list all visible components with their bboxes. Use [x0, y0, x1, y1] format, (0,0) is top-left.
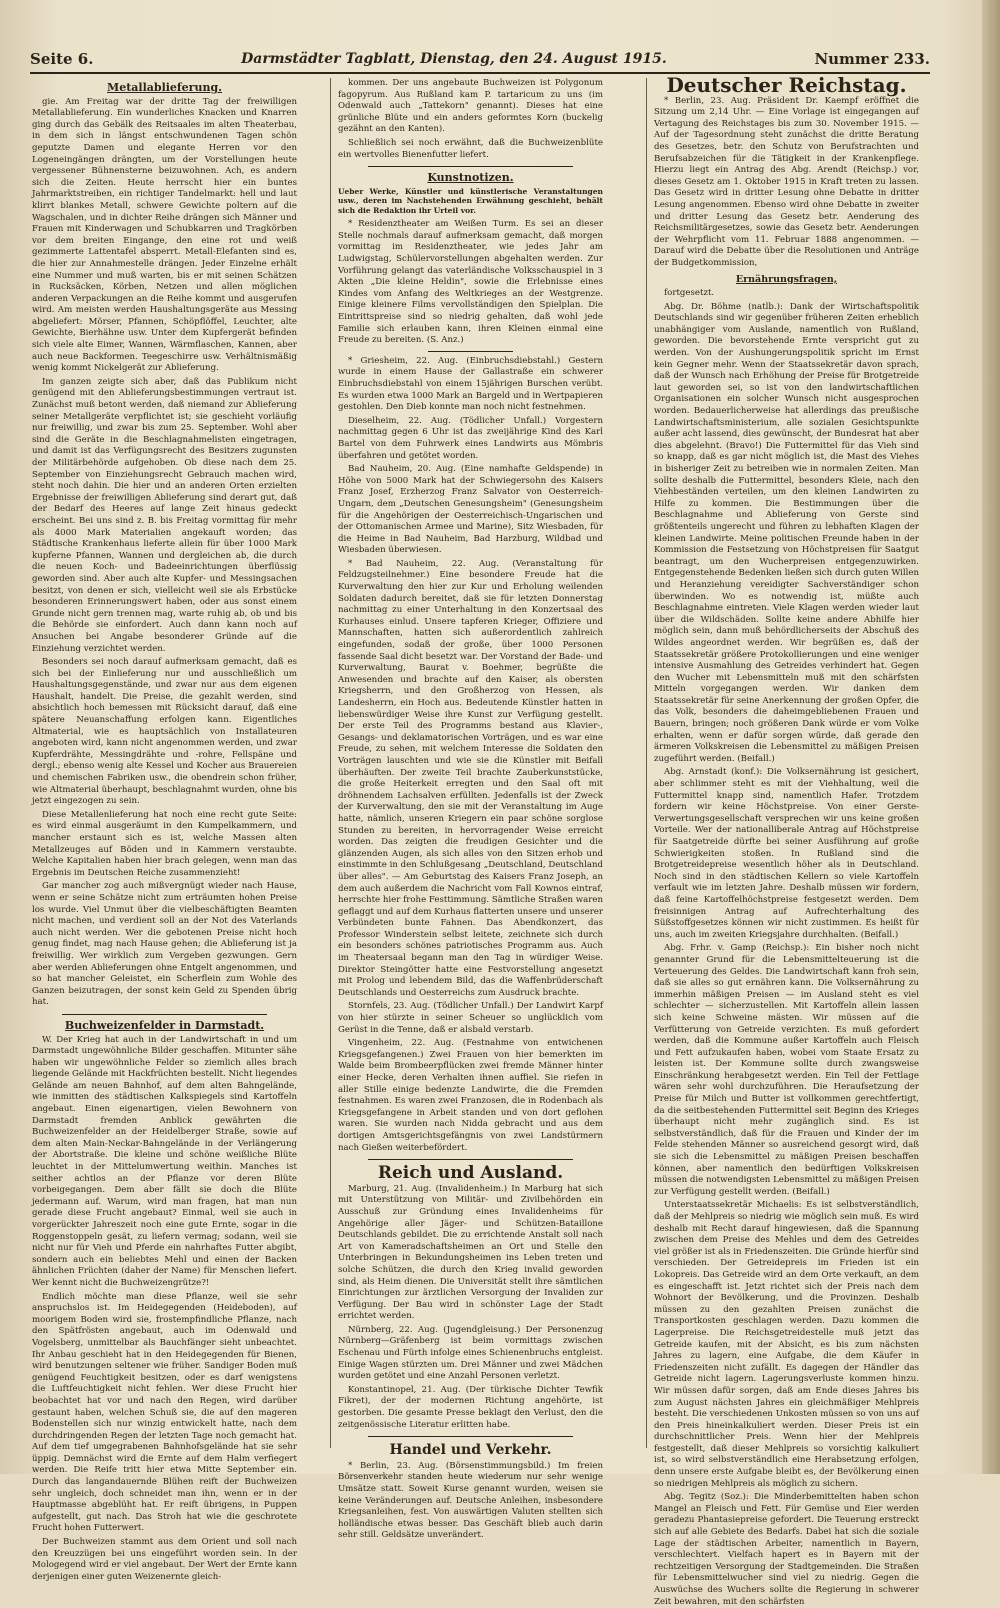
article-paragraph: Abg. Dr. Böhme (natlb.): Dank der Wirtschaftspolitik Deutschlands sind wir gegenüber früheren Zeiten erheblich unabhängiger vom Auslande, namentlich von Rußland, geworden. Die bevorstehende Ernte verspricht gut zu werden. Von der Aushungerungspolitik spricht im Ernst kein Gegner mehr. Wenn der Staatssekretär davon sprach, daß der Wunsch nach Erhöhung der Preise für Brotgetreide laut geworden sei, so ist von den landwirtschaftlichen Organisationen ein solcher Wunsch nicht ausgesprochen worden. Bedauerlicherweise hat allerdings das preußische Landwirtschaftsministerium, alle sozialen Gesichtspunkte außer acht lassend, dies gewünscht, der Bundesrat hat aber dies abgelehnt. (Bravo!) Die Futtermittel für das Vieh sind so knapp, daß es gar nicht möglich ist, die Mast des Viehes in bisheriger Zeit zu betreiben wie in normalen Zeiten. Man sollte deshalb die Futtermittel, besonders Kleie, nach den Viehbeständen verteilen, um den kleinen Landwirten zu Hilfe zu kommen. Die Bestimmungen über die Beschlagnahme und Ablieferung von Gerste sind größtenteils ungerecht und führen zu lebhaften Klagen der kleinen Landwirte. Meine politischen Freunde haben in der Kommission die Festsetzung von Höchstpreisen für Saatgut beantragt, um den Wucherpreisen entgegenzuwirken. Entgegenstehende Bedenken ließen sich durch guten Willen und Heranziehung vereidigter Sachverständiger schon überwinden. Wo es notwendig ist, müßte auch Beschlagnahme eintreten. Viele Klagen werden wieder laut über die Wildschäden. Sollte keine andere Abhilfe hier möglich sein, dann muß behördlicherseits der Abschuß des Wildes angeordnet werden. Wir begrüßen es, daß der Staatssekretär größere Protokollierungen und eine weniger intensive Ausmahlung des Getreides verhindert hat. Gegen den Wucher mit Lebensmitteln muß mit den schärfsten Mitteln vorgegangen werden. Wir danken dem Staatssekretär für seine Anerkennung der großen Opfer, die das Volk, besonders die daheimgebliebenen Frauen und Bauern, bringen; noch größeren Dank würde er vom Volke erhalten, wenn er dafür sorgen würde, daß gerade den ärmeren Volkskreisen die Lebensmittel zu mäßigen Preisen zugeführt werden. (Beifall.)	[654, 301, 919, 764]
news-item: Marburg, 21. Aug. (Invalidenheim.) In Marburg hat sich mit Unterstützung von Militär- und Zivilbehörden ein Ausschuß zur Gründung eines Invalidenheims für Angehörige aller Jäger- und Schützen-Bataillone Deutschlands gebildet. Die zu errichtende Anstalt soll nach Art von Kameradschaftsheimen an Ort und Stelle den Unterbringen in Bekundungsheimen ins Leben treten und solche Schützen, die durch den Krieg invalid geworden sind, als Heim dienen. Die Universität stellt ihre sämtlichen Einrichtungen zur ärztlichen Versorgung der Invaliden zur Verfügung. Der Bau wird in schönster Lage der Stadt errichtet werden.	[338, 1183, 603, 1322]
article-paragraph: Im ganzen zeigte sich aber, daß das Publikum nicht genügend mit den Ablieferungsbestimmungen vertraut ist. Zunächst muß betont werden, daß niemand zur Ablieferung seiner Metallgeräte verpflichtet ist; sie geschieht vorläufig nur freiwillig, und zwar bis zum 25. September. Wohl aber sind die Geräte in die Beschlagnahmelisten eingetragen, und damit ist das Verfügungsrecht des Besitzers zugunsten der Militärbehörde aufgehoben. Ob diese nach dem 25. September von Einziehungsrecht Gebrauch machen wird, steht noch dahin. Die hier und an anderen Orten erzielten Ergebnisse der freiwilligen Ablieferung sind derart gut, daß der Bedarf des Heeres auf lange Zeit hinaus gedeckt erscheint. Bei uns sind z. B. bis Freitag vormittag für mehr als 4000 Mark Materialien angekauft worden; das Städtische Krankenhaus lieferte allein für über 1000 Mark kupferne Pfannen, Wannen und dergleichen ab, die durch die neuen Koch- und Badeeinrichtungen überflüssig geworden sind. Aber auch alte Kupfer- und Messingsachen besitzt, von denen er sich, vielleicht weil sie als Erbstücke besonderen Erinnerungswert haben, oder aus sonst einem Grunde nicht gern trennen mag, warte ruhig ab, ob und bis die Behörde sie einfordert. Auch dann kann noch auf Ansuchen bei Angabe besonderer Gründe auf die Einziehung verzichtet werden.	[32, 376, 297, 654]
article-paragraph: kommen. Der uns angebaute Buchweizen ist Polygonum fagopyrum. Aus Rußland kam P. tartaricum zu uns (im Odenwald auch „Tattekorn" genannt). Dieses hat eine grünliche Blüte und ein anders geformtes Korn (buckelig gezähnt an den Kanten).	[338, 78, 603, 135]
article-paragraph: fortgesetzt.	[664, 288, 715, 299]
article-paragraph: Unterstaatssekretär Michaelis: Es ist selbstverständlich, daß der Mehlpreis so niedrig wie möglich sein muß. Es wird deshalb mit Recht darauf hingewiesen, daß die Spannung zwischen dem Preise des Mehles und dem des Getreides viel größer ist als in Friedenszeiten. Die Gründe hierfür sind verschieden. Der Getreidepreis im Frieden ist ein Lokopreis. Das Getreide wird an dem Orte verkauft, an dem es eingeschafft ist. Jetzt richtet sich der Preis nach dem Wohnort der Bevölkerung, und die Provinzen. Deshalb müssen zu den gezahlten Preisen zunächst die Transportkosten geschlagen werden. Dazu kommen die Lagerpreise. Die Reichsgetreidestelle muß jetzt das Getreide kaufen, mit der Absicht, es bis zum nächsten Jahres zu lagern, eine Aufgabe, die dem Käufer in Friedenszeiten nicht zufällt. Es dagegen der Händler das Getreide nicht lagern. Lagerungsverluste kommen hinzu. Wir müssen dafür sorgen, daß am Ende dieses Jahres bis zum August nächsten Jahres ein gleichmäßiger Mehlpreis besteht. Die verschiedenen Unkosten müssen so von uns auf den Preis hineinkalkuliert werden. Dieser Preis ist ein durchschnittlicher Preis. Wenn hier der Mehlpreis festgestellt, daß dieser Mehlpreis so vorsichtig kalkuliert ist, so wird selbstverständlich eine Herabsetzung erfolgen, denn unsere erste Aufgabe bleibt es, der Bevölkerung einen so niedrigen Mehlpreis als möglich zu sichern.	[654, 1200, 919, 1489]
article-paragraph: Gar mancher zog auch mißvergnügt wieder nach Hause, wenn er seine Schätze nicht zum erträumten hohen Preise los wurde. Viel Unmut über die vielbeschäftigten Beamten nicht machen, und verdient soll an der Not des Vaterlands auch nicht werden. Wer die gebotenen Preise nicht hoch genug findet, mag nach Hause gehen; die Ablieferung ist ja freiwillig. Wer wirklich zum Vergeben gezwungen. Gern aber werden Ablieferungen ohne Entgelt angenommen, und so hat mancher Geleistet, ein Scherflein zum Wohle des Ganzen beizutragen, der sonst kein Geld zu Spenden übrig hat.	[32, 881, 297, 1008]
article-title-buchweizenfelder: Buchweizenfelder in Darmstadt.	[64, 1018, 265, 1032]
section-title-deutscher-reichstag: Deutscher Reichstag.	[666, 73, 907, 97]
article-paragraph: Abg. Tegitz (Soz.): Die Minderbemittelten haben schon Mangel an Fleisch und Fett. Für Gemüse und Eier werden geradezu Phantasiepreise gefordert. Die Teuerung erstreckt sich auf alle Gebiete des Bedarfs. Dabei hat sich die soziale Lage der städtischen Arbeiter, namentlich in Bayern, verschlechtert. Vielfach hapert es in Bayern mit der rechtzeitigen Versorgung der Stadtgemeinden. Die Straßen für Lebensmittelwucher sind viel zu niedrig. Gegen die Auswüchse des Wuchers sollte die Regierung in schwerer Zeit bewahren, mit den schärfsten	[654, 1492, 919, 1607]
news-item: Vingenheim, 22. Aug. (Festnahme von entwichenen Kriegsgefangenen.) Zwei Frauen von hier bemerkten im Walde beim Brombeerpflücken zwei fremde Männer hinter einer Hecke, deren Verhalten ihnen auffiel. Sie riefen in aller Stille einige bedenzte Landwirte, die die Fremden festnahmen. Es waren zwei Franzosen, die in Rodenbach als Kriegsgefangene in Arbeit standen und von dort geflohen waren. Sie wurden nach Nidda gebracht und aus dem dortigen Amtsgerichtsgefängnis von zwei Landstürmern nach Gießen weiterbefördert.	[338, 1038, 603, 1153]
section-title-reich-und-ausland: Reich und Ausland.	[377, 1163, 564, 1184]
column-1	[32, 78, 297, 1582]
article-title-metallablieferung: Metallablieferung.	[107, 81, 222, 94]
article-paragraph: Besonders sei noch darauf aufmerksam gemacht, daß es sich bei der Einlieferung nur und ausschließlich um Haushaltungsgegenstände, und zwar nur aus dem eigenen Haushalt, handelt. Die Preise, die gezahlt werden, sind absichtlich hoch bemessen mit Rücksicht darauf, daß eine spätere Neuanschaffung erfolgen kann. Eigentliches Altmaterial, wie es hauptsächlich von Installateuren angeboten wird, kann nicht angenommen werden, und zwar Kupferdrähte, Messingdrähte und -rohre, Fellspäne und dergl.; ebenso wenig alte Kessel und Kocher aus Brauereien und chemischen Fabriken usw., die obendrein schon früher, wie Altmaterial überhaupt, beschlagnahmt wurden, ohne bis jetzt eingezogen zu sein.	[32, 657, 297, 807]
article-paragraph: W. Der Krieg hat auch in der Landwirtschaft in und um Darmstadt ungewöhnliche Bilder geschaffen. Mitunter sähe haben wir ungewöhnliche Felder so ziemlich alles brach liegende Gelände mit Hackfrüchten bestellt. Nicht liegendes Gelände am neuen Bahnhof, auf dem alten Bahngelände, wie inmitten des städtischen Kalkspiegels sind Kartoffeln angebaut. Einen eigenartigen, vielen Bewohnern von Darmstadt fremden Anblick gewährten die Buchweizenfelder an der Heidelberger Straße, sowie auf dem alten Main-Neckar-Bahngelände in der Verlängerung der Abortstraße. Die kleine und schöne weißliche Blüte leuchtet in der Mittelumwertung weithin. Manches ist seither achtlos an der Pflanze vor deren Blüte vorbeigegangen. Dem aber fällt sie doch die Blüte jedermann auf. Warum, wird man fragen, hat man nun gerade diese Frucht angebaut? Einmal, weil sie auch in vorgerückter Jahreszeit noch eine gute Ernte, sogar in die Roggenstoppeln gesät, zu liefern vermag; sodann, weil sie nicht nur für Vieh und Pferde ein nahrhaftes Futter abgibt, sondern auch ein beliebtes Mehl und einen der Backen ähnlichen Früchten (daher der Name) für Menschen liefert. Wer kennt nicht die Buchweizengrütze?!	[32, 1034, 297, 1288]
article-paragraph: Abg. Arnstadt (konf.): Die Volksernährung ist gesichert, aber schlimmer steht es mit der Viehhaltung, weil die Futtermittel knapp sind, namentlich Hafer. Trotzdem fordern wir keine Höchstpreise. Von einer Gerste-Verwertungsgesellschaft versprechen wir uns keine großen Vorteile. Wer der nationalliberale Antrag auf Höchstpreise für Saatgetreide dürfte bei seiner Ausführung auf große Schwierigkeiten stoßen. In Rußland sind die Brotgetreidepreise wesentlich höher als in Deutschland. Noch sind in den städtischen Kellern so viele Kartoffeln verfault wie im letzten Jahre. Deshalb müssen wir fordern, daß feine Kartoffelhöchstpreise festgesetzt werden. Dem freisinnigen Antrag auf Aufrechterhaltung des Süßstoffgesetzes können wir nicht zustimmen. Es heißt für uns, auch im zweiten Kriegsjahre durchhalten. (Beifall.)	[654, 767, 919, 940]
news-item: * Residenztheater am Weißen Turm. Es sei an dieser Stelle nochmals darauf aufmerksam gemacht, daß morgen vormittag im Residenztheater, wie jedes Jahr am Ludwigstag, Schülervorstellungen abgehalten werden. Zur Vorführung gelangt das vaterländische Volksschauspiel in 3 Akten „Die kleine Heldin", sowie die Erlebnisse eines Kindes vom Anfang des Weltkrieges an der Westgrenze. Einige kleinere Films vervollständigen den Spielplan. Die Eintrittspreise sind so niedrig gehalten, daß wohl jede Familie sich erlauben kann, ihren Kleinen einmal eine Freude zu bereiten. (S. Anz.)	[338, 219, 603, 346]
column-2	[338, 78, 604, 1541]
article-paragraph: Diese Metallenlieferung hat noch eine recht gute Seite: es wird einmal ausgeräumt in den Kumpelkammern, und mancher erstaunt sich es ist, welche Massen alten Metallzeuges auf Böden und in Kammern verstaubte. Welche Kapitalien haben hier brach gelegen, wenn man das Ergebnis im Deutschen Reiche zusammenzieht!	[32, 809, 297, 878]
editorial-note: Ueber Werke, Künstler und künstlerische Veranstaltungen usw., deren im Nachstehenden Erwähnung geschieht, behält sich die Redaktion ihr Urteil vor.	[338, 186, 603, 215]
column-3	[654, 73, 919, 1607]
section-divider	[368, 166, 573, 167]
section-title-kunstnotizen: Kunstnotizen.	[427, 171, 514, 185]
news-item: Nürnberg, 22. Aug. (Jugendgleisung.) Der Personenzug Nürnberg—Gräfenberg ist beim vormittags zwischen Eschenau und Fürth infolge eines Schienenbruchs entgleist. Einige Wagen stürzten um. Drei Männer und zwei Mädchen wurden getötet und eine Anzahl Personen verletzt.	[338, 1324, 603, 1382]
news-item: * Bad Nauheim, 22. Aug. (Veranstaltung für Feldzugsteilnehmer.) Eine besondere Freude hat die Kurverwaltung den hier zur Kur und Erholung weilenden Soldaten dadurch bereitet, daß sie für letzten Donnerstag nachmittag zu einer Unterhaltung in den Konzertsaal des Kurhauses einlud. Unsere tapferen Krieger, Offiziere und Mannschaften, hatten sich außerordentlich zahlreich eingefunden, sodaß der große, über 1000 Personen fassende Saal dicht besetzt war. Der Vorstand der Bade- und Kurverwaltung, Baurat v. Boehmer, begrüßte die Anwesenden und brachte auf den Kaiser, als obersten Kriegsherrn, und den Großherzog von Hessen, als Landesherrn, ein Hoch aus. Bedeutende Künstler hatten in liebenswürdiger Weise ihre Kunst zur Verfügung gestellt. Der erste Teil des Programms bestand aus Klavier-, Gesangs- und deklamatorischen Vorträgen, und es war eine Freude, zu sehen, mit welchem Interesse die Soldaten den Vorträgen lauschten und wie sie die Künstler mit Beifall überhäuften. Der zweite Teil brachte Zauberkunststücke, die große Heiterkeit erregten und den Saal oft mit dröhnendem Lachsalven erfüllten. Jedenfalls ist der Zweck der Kurverwaltung, den sie mit der Veranstaltung im Auge hatte, nämlich, unseren Kriegern ein paar schöne sorglose Stunden zu bereiten, in hervorragender Weise erreicht worden. Das zeigten die freudigen Gesichter und die glänzenden Augen, als sich alles von den Sitzen erhob und einstimmte in den Schlußgesang „Deutschland, Deutschland über alles". — Am Geburtstag des Kaisers Franz Joseph, an dem auch außerdem die Nachricht vom Fall Kownos eintraf, herrschte hier frohe Festtimmung. Sämtliche Straßen waren geflaggt und auf dem Kurhaus flatterten unsere und unserer Verbündeten bunte Fahnen. Das Abendkonzert, das Professor Winderstein selbst leitete, zeichnete sich durch ein besonders schönes patriotisches Programm aus. Auch im Theatersaal begann man den Tag in würdiger Weise. Direktor Steingötter hatte eine Festvorstellung angesetzt mit Prolog und lebendem Bild, das die Waffenbrüderschaft Deutschlands und Oesterreichs zum Ausdruck brachte.	[338, 558, 604, 998]
article-paragraph: Schließlich sei noch erwähnt, daß die Buchweizenblüte ein wertvolles Bienenfutter liefert.	[338, 137, 603, 160]
subheading-ernaehrungsfragen: Ernährungsfragen,	[735, 273, 838, 285]
article-paragraph: Endlich möchte man diese Pflanze, weil sie sehr anspruchslos ist. Im Heidegegenden (Heideboden), auf moorigem Boden wird sie, frostempfindliche Pflanze, nach den Spätfrösten angebaut, auch im Odenwald und Vogelsberg, unmittelbar als Bauchfänger sieht unbeachtet. Ihr Anbau geschieht hat in den Heidegegenden für Bienen, wird benutzungen seltener wie früher. Sandiger Boden muß genügend Feuchtigkeit besitzen, oder es darf wenigstens die Luftfeuchtigkeit nicht fehlen. Wer diese Frucht hier beobachtet hat vor und nach den Regen, wird darüber gestaunt haben, welchen Schuß sie, die auf den mageren Bodenstellen sich nur winzig entwickelt hatte, nach dem durchdringenden Regen der letzten Tage noch gemacht hat. Auf dem tief umgegrabenen Bahnhofsgelände hat sie sehr üppig. Demnächst wird die Ernte auf dem Halm verfiegert werden. Die Reife tritt hier etwa Mitte September ein. Durch das langandauernde Blühen reift der Buchweizen sehr ungleich, doch schneidet man ihn, wenn er in der Hauptmasse abgeblüht hat. Er reift übrigens, in Puppen aufgestellt, gut nach. Das Stroh hat wie die geschrotete Frucht hohen Futterwert.	[32, 1291, 297, 1534]
news-item: * Berlin, 23. Aug. (Börsenstimmungsbild.) Im freien Börsenverkehr standen heute wiederum nur sehr wenige Umsätze statt. Soweit Kurse genannt wurden, weisen sie keine Veränderungen auf. Deutsche Anleihen, insbesondere Kriegsanleihen, fest. Von auswärtigen Valuten stellten sich holländische etwas besser. Das Geschäft blieb auch darin sehr still. Geldsätze unverändert.	[338, 1460, 603, 1541]
article-paragraph: gie. Am Freitag war der dritte Tag der freiwilligen Metallablieferung. Ein wunderliches Knacken und Knarren ging durch das Gebälk des Reitsaales im alten Theaterbau, in dem sich in längst entschwundenen Tagen schön geputzte Damen und elegante Herren vor den Logeneingängen drängten, um der Vorstellungen heute vergessener Bühnensterne beizuwohnen. Ach, es andern sich die Zeiten. Heute herrscht hier ein buntes Jahrmarktstreiben, ein richtiger Tandelmarkt: hell und laut klirrt blankes Metall, schwere Gewichte poltern auf die Wagschalen, und in dichter Reihe drängen sich Männer und Frauen mit Kinderwagen und Schubkarren und Tragkörben vor dem breiten Eingange, den eine rot und weiß gezimmerte Lattentafel absperrt. Metall-Elefanten sind es, die hier zur Annahmestelle drängen. Jeder Einzelne erhält eine Nummer und muß warten, bis er mit seinen Schätzen in Rucksäcken, Körben, Netzen und allen möglichen anderen Verpackungen an die Reihe kommt und ausgerufen wird. Am meisten werden Haushaltungsgeräte aus Messing abgeliefert: Mörser, Pfannen, Schöpflöffel, Leuchter, alte Gewichte, Bierhähne usw. Unter dem Kupfergerät befinden sich viele alte Eimer, Wannen, Wärmflaschen, Kannen, aber auch neue Backformen. Teegeschirre usw. Verhältnismäßig wenig kommt Nickelgerät zur Ablieferung.	[32, 96, 297, 374]
article-paragraph: * Berlin, 23. Aug. Präsident Dr. Kaempf eröffnet die Sitzung um 2,14 Uhr. — Eine Vorlage ist eingegangen auf Vertagung des Reichstages bis zum 30. November 1915. — Auf der Tagesordnung steht zunächst die dritte Beratung des Gesetzes, betr. den Schutz von Berufstrachten und Berufsabzeichen für die Tätigkeit in der Krankenpflege. Hierzu liegt ein Antrag des Abg. Arendt (Reichsp.) vor, dieses Gesetz am 1. Oktober 1915 in Kraft treten zu lassen. Das Gesetz wird in dritter Lesung ohne Debatte in dritter Lesung angenommen. Ebenso wird ohne Debatte in zweiter und dritter Lesung das Gesetz betr. Aenderung des Reichsmilitärgesetzes, sowie das Gesetz betr. Aenderungen der Wehrpflicht vom 11. Februar 1888 angenommen. — Darauf wird die Debatte über die Resolutionen und Anträge der Budgetkommission,	[654, 95, 919, 268]
section-title-handel-und-verkehr: Handel und Verkehr.	[389, 1442, 552, 1459]
news-item: Dieselheim, 22. Aug. (Tödlicher Unfall.) Vorgestern nachmittag gegen 6 Uhr ist das zweijährige Kind des Karl Bartel von dem Fuhrwerk eines Landwirts aus Mömbris überfahren und getötet worden.	[338, 415, 603, 461]
issue-number: Nummer 233.	[814, 50, 930, 68]
article-paragraph: Abg. Frhr. v. Gamp (Reichsp.): Ein bisher noch nicht genannter Grund für die Lebensmittelteuerung ist die Verteuerung des Geldes. Die Landwirtschaft kann froh sein, daß sie alles so gut ernähren kann. Die Volksernährung zu immerhin mäßigen Preisen — im Ausland steht es viel schlechter — sicherzustellen. Mit Kartoffeln allein lassen sich keine Schweine mästen. Wir müssen auf die Verfütterung von Getreide verzichten. Es muß gefordert werden, daß die Kommune außer Kartoffeln auch Fleisch und Fett aufzukaufen haben, wobei vom Staate Ersatz zu leisten ist. Der Kommune sollte durch zwangsweise Einschränkung herabgesetzt werden. Ein Teil der Fettlage wären sehr wohl durchzuführen. Die Heraufsetzung der Preise für Milch und Butter ist vollkommen gerechtfertigt, da die seitbestehenden Futtermittel seit Beginn des Krieges überhaupt nicht mehr zugänglich sind. Es ist selbstverständlich, daß für die Frauen und Kinder der im Felde stehenden Männer so ausreichend gesorgt wird, daß sie sich die Lebensmittel zu mäßigen Preisen beschaffen können, aber namentlich den bedürftigen Volkskreisen müssen die notwendigsten Lebensmittel zu mäßigen Preisen zur Verfügung gestellt werden. (Beifall.)	[654, 943, 919, 1197]
news-item: * Griesheim, 22. Aug. (Einbruchsdiebstahl.) Gestern wurde in einem Hause der Gallastraße ein schwerer Einbruchsdiebstahl von einem 15jährigen Burschen verübt. Es wurden etwa 1000 Mark an Bargeld und in Wertpapieren gestohlen. Den Dieb konnte man noch nicht festnehmen.	[338, 355, 603, 413]
item-divider	[428, 351, 513, 352]
section-divider	[368, 1159, 573, 1160]
column-separator	[330, 78, 331, 1448]
page-header	[30, 48, 930, 70]
news-item: Bad Nauheim, 20. Aug. (Eine namhafte Geldspende) in Höhe von 5000 Mark hat der Schwiegersohn des Kaisers Franz Josef, Erzherzog Franz Salvator von Oesterreich-Ungarn, dem „Deutschen Genesungsheim" (Genesungsheim für die Angehörigen der Oesterreichisch-Ungarischen und der Ottomanischen Armee und Marine), Sitz Wiesbaden, für die Heime in Bad Nauheim, Bad Harzburg, Wildbad und Wiesbaden überwiesen.	[338, 464, 603, 556]
section-divider	[62, 1014, 267, 1015]
page-binding-edge	[982, 0, 1000, 1474]
article-paragraph: Der Buchweizen stammt aus dem Orient und soll nach den Kreuzzügen bei uns eingeführt worden sein. In der Mologegend wird er viel angebaut. Der Wert der Ernte kann derjenigen einer guten Weizenernte gleich-	[32, 1537, 297, 1582]
column-separator	[646, 78, 647, 1448]
masthead-date: Darmstädter Tagblatt, Dienstag, den 24. August 1915.	[241, 51, 667, 67]
news-item: Stornfels, 23. Aug. (Tödlicher Unfall.) Der Landwirt Karpf von hier stürzte in seiner Scheuer so unglücklich vom Gerüst in die Tenne, daß er alsbald verstarb.	[338, 1001, 603, 1035]
section-divider	[368, 1436, 573, 1437]
news-item: Konstantinopel, 21. Aug. (Der türkische Dichter Tewfik Fikret), der der modernen Richtung angehörte, ist gestorben. Die gesamte Presse beklagt den Verlust, den die zeitgenössische Literatur erlitten habe.	[338, 1384, 603, 1430]
page-number: Seite 6.	[30, 50, 94, 68]
